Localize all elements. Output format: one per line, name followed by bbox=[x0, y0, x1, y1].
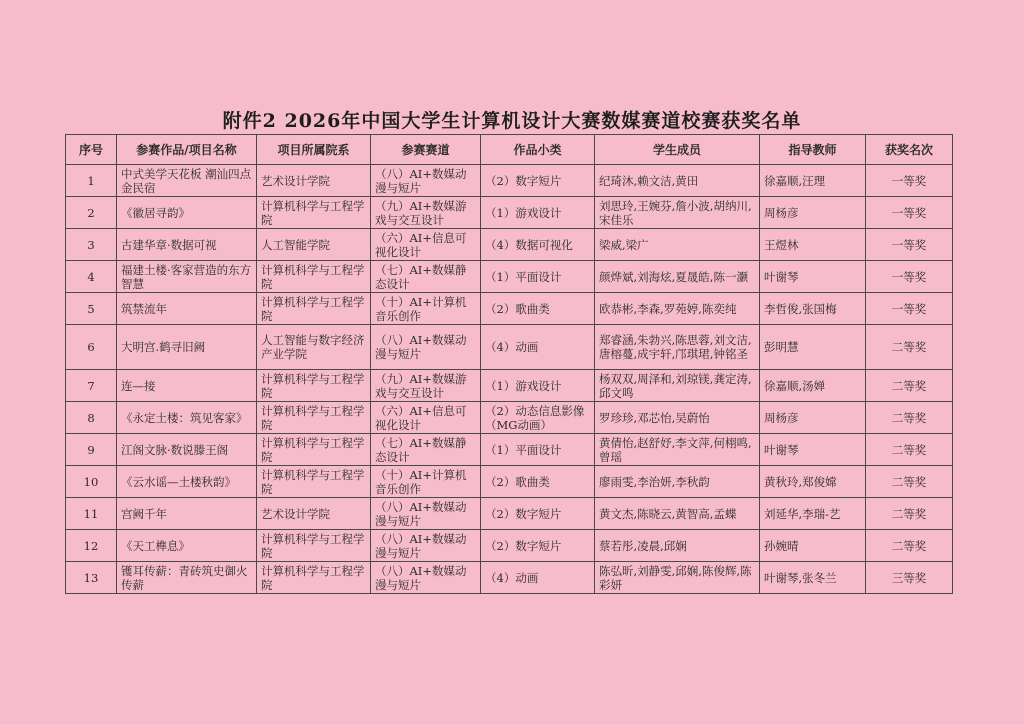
table-row bbox=[66, 530, 953, 562]
cell-advisor: 徐嘉顺,汪理 bbox=[760, 165, 866, 197]
cell-students: 黄文杰,陈晓云,黄智高,孟蝶 bbox=[595, 498, 760, 530]
cell-category: （4）动画 bbox=[481, 325, 595, 370]
cell-category: （1）游戏设计 bbox=[481, 197, 595, 229]
header-work-name: 参赛作品/项目名称 bbox=[117, 135, 257, 165]
cell-track: （八）AI+数媒动漫与短片 bbox=[371, 562, 481, 594]
cell-track: （八）AI+数媒动漫与短片 bbox=[371, 498, 481, 530]
cell-work-name: 连—接 bbox=[117, 370, 257, 402]
cell-index: 9 bbox=[66, 434, 117, 466]
table-row bbox=[66, 229, 953, 261]
cell-advisor: 叶谢琴 bbox=[760, 434, 866, 466]
cell-department: 计算机科学与工程学院 bbox=[257, 402, 371, 434]
header-category: 作品小类 bbox=[481, 135, 595, 165]
cell-work-name: 《云水谣—土楼秋韵》 bbox=[117, 466, 257, 498]
document-title: 附件2 2026年中国大学生计算机设计大赛数媒赛道校赛获奖名单 bbox=[222, 110, 802, 132]
cell-department: 艺术设计学院 bbox=[257, 498, 371, 530]
table-row bbox=[66, 402, 953, 434]
cell-department: 计算机科学与工程学院 bbox=[257, 530, 371, 562]
cell-department: 计算机科学与工程学院 bbox=[257, 434, 371, 466]
cell-award: 一等奖 bbox=[866, 197, 953, 229]
cell-category: （1）平面设计 bbox=[481, 434, 595, 466]
cell-category: （1）游戏设计 bbox=[481, 370, 595, 402]
cell-index: 11 bbox=[66, 498, 117, 530]
cell-work-name: 大明宫.鹤寻旧阙 bbox=[117, 325, 257, 370]
cell-award: 一等奖 bbox=[866, 165, 953, 197]
table-row bbox=[66, 498, 953, 530]
table-row bbox=[66, 197, 953, 229]
cell-work-name: 筑禁流年 bbox=[117, 293, 257, 325]
cell-advisor: 周杨彦 bbox=[760, 197, 866, 229]
award-table bbox=[65, 134, 953, 594]
cell-students: 廖雨雯,李治妍,李秋韵 bbox=[595, 466, 760, 498]
cell-category: （2）动态信息影像（MG动画） bbox=[481, 402, 595, 434]
cell-advisor: 周杨彦 bbox=[760, 402, 866, 434]
cell-work-name: 宫阙千年 bbox=[117, 498, 257, 530]
cell-award: 二等奖 bbox=[866, 434, 953, 466]
cell-advisor: 叶谢琴,张冬兰 bbox=[760, 562, 866, 594]
header-award: 获奖名次 bbox=[866, 135, 953, 165]
cell-category: （2）数字短片 bbox=[481, 530, 595, 562]
cell-work-name: 《天工榫息》 bbox=[117, 530, 257, 562]
cell-index: 6 bbox=[66, 325, 117, 370]
cell-students: 杨双双,周泽和,刘琼镁,龚定涛,邱文鸣 bbox=[595, 370, 760, 402]
cell-award: 二等奖 bbox=[866, 466, 953, 498]
cell-department: 计算机科学与工程学院 bbox=[257, 293, 371, 325]
cell-work-name: 镬耳传薪：青砖筑史御火传薪 bbox=[117, 562, 257, 594]
cell-work-name: 古建华章·数据可视 bbox=[117, 229, 257, 261]
cell-students: 颜烨斌,刘海炫,夏晟皓,陈一灏 bbox=[595, 261, 760, 293]
cell-track: （六）AI+信息可视化设计 bbox=[371, 229, 481, 261]
table-row bbox=[66, 325, 953, 370]
table-header-row bbox=[66, 135, 953, 165]
cell-department: 计算机科学与工程学院 bbox=[257, 261, 371, 293]
cell-students: 罗珍珍,邓芯怡,吴蔚怡 bbox=[595, 402, 760, 434]
cell-track: （九）AI+数媒游戏与交互设计 bbox=[371, 197, 481, 229]
cell-advisor: 彭明慧 bbox=[760, 325, 866, 370]
cell-work-name: 江阁文脉·数说滕王阁 bbox=[117, 434, 257, 466]
cell-advisor: 李哲俊,张国梅 bbox=[760, 293, 866, 325]
cell-award: 二等奖 bbox=[866, 370, 953, 402]
cell-advisor: 王煜林 bbox=[760, 229, 866, 261]
cell-index: 7 bbox=[66, 370, 117, 402]
header-track: 参赛赛道 bbox=[371, 135, 481, 165]
cell-work-name: 中式美学天花板 潮汕四点金民宿 bbox=[117, 165, 257, 197]
cell-track: （九）AI+数媒游戏与交互设计 bbox=[371, 370, 481, 402]
cell-track: （八）AI+数媒动漫与短片 bbox=[371, 325, 481, 370]
header-department: 项目所属院系 bbox=[257, 135, 371, 165]
cell-students: 黄倩怡,赵舒妤,李文萍,何栩鸣,曾瑶 bbox=[595, 434, 760, 466]
cell-department: 计算机科学与工程学院 bbox=[257, 197, 371, 229]
cell-department: 人工智能学院 bbox=[257, 229, 371, 261]
table-row bbox=[66, 293, 953, 325]
cell-category: （2）歌曲类 bbox=[481, 466, 595, 498]
cell-students: 郑睿涵,朱勃兴,陈思蓉,刘文洁,唐榕蔓,成宇轩,邝琪珺,钟铭圣 bbox=[595, 325, 760, 370]
cell-track: （八）AI+数媒动漫与短片 bbox=[371, 530, 481, 562]
header-index: 序号 bbox=[66, 135, 117, 165]
cell-index: 4 bbox=[66, 261, 117, 293]
cell-work-name: 《徽居寻韵》 bbox=[117, 197, 257, 229]
cell-index: 3 bbox=[66, 229, 117, 261]
cell-department: 计算机科学与工程学院 bbox=[257, 466, 371, 498]
table-row bbox=[66, 434, 953, 466]
cell-index: 1 bbox=[66, 165, 117, 197]
cell-award: 二等奖 bbox=[866, 530, 953, 562]
cell-category: （4）数据可视化 bbox=[481, 229, 595, 261]
cell-index: 13 bbox=[66, 562, 117, 594]
cell-advisor: 刘延华,李瑞-艺 bbox=[760, 498, 866, 530]
cell-category: （2）歌曲类 bbox=[481, 293, 595, 325]
cell-students: 陈弘昕,刘静雯,邱娴,陈俊辉,陈彩妍 bbox=[595, 562, 760, 594]
header-students: 学生成员 bbox=[595, 135, 760, 165]
cell-work-name: 《永定土楼：筑见客家》 bbox=[117, 402, 257, 434]
cell-track: （七）AI+数媒静态设计 bbox=[371, 261, 481, 293]
cell-category: （4）动画 bbox=[481, 562, 595, 594]
cell-track: （十）AI+计算机音乐创作 bbox=[371, 293, 481, 325]
cell-advisor: 黄秋玲,郑俊嫦 bbox=[760, 466, 866, 498]
cell-students: 刘思玲,王婉芬,詹小波,胡纳川,宋佳乐 bbox=[595, 197, 760, 229]
cell-index: 10 bbox=[66, 466, 117, 498]
cell-department: 计算机科学与工程学院 bbox=[257, 370, 371, 402]
cell-advisor: 叶谢琴 bbox=[760, 261, 866, 293]
table-row bbox=[66, 261, 953, 293]
cell-track: （七）AI+数媒静态设计 bbox=[371, 434, 481, 466]
cell-students: 纪琦沐,赖文洁,黄田 bbox=[595, 165, 760, 197]
cell-award: 三等奖 bbox=[866, 562, 953, 594]
cell-award: 二等奖 bbox=[866, 498, 953, 530]
cell-work-name: 福建土楼·客家营造的东方智慧 bbox=[117, 261, 257, 293]
cell-track: （六）AI+信息可视化设计 bbox=[371, 402, 481, 434]
cell-category: （1）平面设计 bbox=[481, 261, 595, 293]
cell-category: （2）数字短片 bbox=[481, 165, 595, 197]
cell-department: 计算机科学与工程学院 bbox=[257, 562, 371, 594]
cell-track: （八）AI+数媒动漫与短片 bbox=[371, 165, 481, 197]
cell-award: 一等奖 bbox=[866, 293, 953, 325]
cell-index: 8 bbox=[66, 402, 117, 434]
header-advisor: 指导教师 bbox=[760, 135, 866, 165]
cell-department: 艺术设计学院 bbox=[257, 165, 371, 197]
cell-index: 5 bbox=[66, 293, 117, 325]
cell-award: 二等奖 bbox=[866, 325, 953, 370]
cell-award: 一等奖 bbox=[866, 229, 953, 261]
table-row bbox=[66, 370, 953, 402]
cell-advisor: 孙婉晴 bbox=[760, 530, 866, 562]
cell-students: 蔡若彤,凌晨,邱娴 bbox=[595, 530, 760, 562]
table-row bbox=[66, 562, 953, 594]
cell-award: 二等奖 bbox=[866, 402, 953, 434]
cell-index: 2 bbox=[66, 197, 117, 229]
cell-index: 12 bbox=[66, 530, 117, 562]
cell-category: （2）数字短片 bbox=[481, 498, 595, 530]
cell-award: 一等奖 bbox=[866, 261, 953, 293]
cell-students: 梁威,梁广 bbox=[595, 229, 760, 261]
cell-advisor: 徐嘉顺,汤婵 bbox=[760, 370, 866, 402]
table-row bbox=[66, 165, 953, 197]
cell-students: 欧恭彬,李森,罗苑婷,陈奕纯 bbox=[595, 293, 760, 325]
cell-department: 人工智能与数字经济产业学院 bbox=[257, 325, 371, 370]
cell-track: （十）AI+计算机音乐创作 bbox=[371, 466, 481, 498]
table-row bbox=[66, 466, 953, 498]
